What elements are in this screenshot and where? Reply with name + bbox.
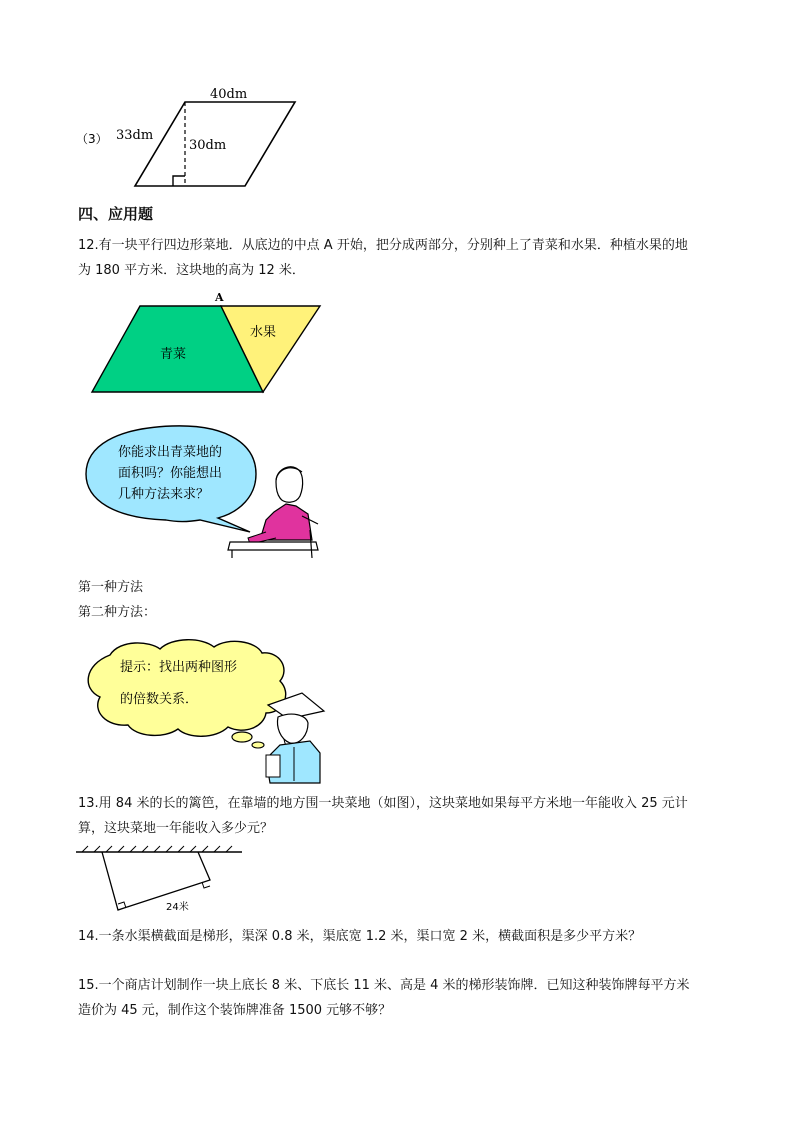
q12-text-line1: 12.有一块平行四边形菜地．从底边的中点 A 开始，把分成两部分，分别种上了青菜和水果．种植水果的地: [78, 238, 688, 253]
fruit-label: 水果: [250, 325, 277, 340]
thought-dot-1: [232, 732, 252, 742]
q12-text-line2: 为 180 平方米．这块地的高为 12 米．: [78, 263, 305, 278]
section-heading: 四、应用题: [78, 205, 154, 223]
point-a-label: A: [215, 291, 224, 304]
hint-svg: [80, 635, 330, 785]
q14-text: 14.一条水渠横截面是梯形，渠深 0.8 米，渠底宽 1.2 米，渠口宽 2 米，横截面积是多少平方米？: [78, 929, 642, 944]
bubble-line-1: 你能求出青菜地的: [118, 445, 223, 460]
figure-label: （3）: [76, 132, 108, 146]
wall-garden-svg: [74, 842, 249, 917]
thought-bubble: [88, 640, 286, 737]
thought-dot-2: [252, 742, 264, 748]
parallelogram-figure-3: [70, 84, 310, 194]
hint-illustration: [80, 635, 330, 785]
wall-hatching: [82, 846, 232, 852]
right-angle-mark: [173, 176, 185, 186]
hint-line-2: 的倍数关系．: [120, 692, 199, 707]
student-speech-illustration: [80, 420, 320, 560]
student-speech-svg: [80, 420, 320, 560]
parallelogram-svg: [70, 84, 310, 194]
q15-text-line2: 造价为 45 元，制作这个装饰牌准备 1500 元够不够？: [78, 1003, 392, 1018]
q13-text-line1: 13.用 84 米的长的篱笆，在靠墙的地方围一块菜地（如图），这块菜地如果每平方米地一年能收入 25 元计: [78, 796, 688, 811]
height-label: 30dm: [189, 138, 227, 153]
hint-line-1: 提示：找出两种图形: [120, 660, 238, 675]
garden-fence: [102, 852, 210, 910]
q15-text-line1: 15.一个商店计划制作一块上底长 8 米、下底长 11 米、高是 4 米的梯形装饰牌．已知这种装饰牌每平方米: [78, 978, 690, 993]
q13-text-line2: 算，这块菜地一年能收入多少元？: [78, 821, 274, 836]
vegetable-fruit-svg: [80, 288, 330, 398]
bubble-line-2: 面积吗？你能想出: [118, 466, 223, 481]
vegetable-label: 青菜: [160, 347, 187, 362]
side-length-label: 33dm: [116, 128, 154, 143]
wall-garden-figure: [74, 842, 249, 917]
old-man-icon: [266, 693, 324, 783]
top-length-label: 40dm: [210, 87, 248, 102]
bubble-line-3: 几种方法来求？: [118, 487, 210, 502]
vegetable-fruit-figure: [80, 288, 330, 398]
method-1-label: 第一种方法: [78, 580, 144, 595]
edge-length-label: 24米: [166, 902, 189, 913]
method-2-label: 第二种方法：: [78, 605, 157, 620]
